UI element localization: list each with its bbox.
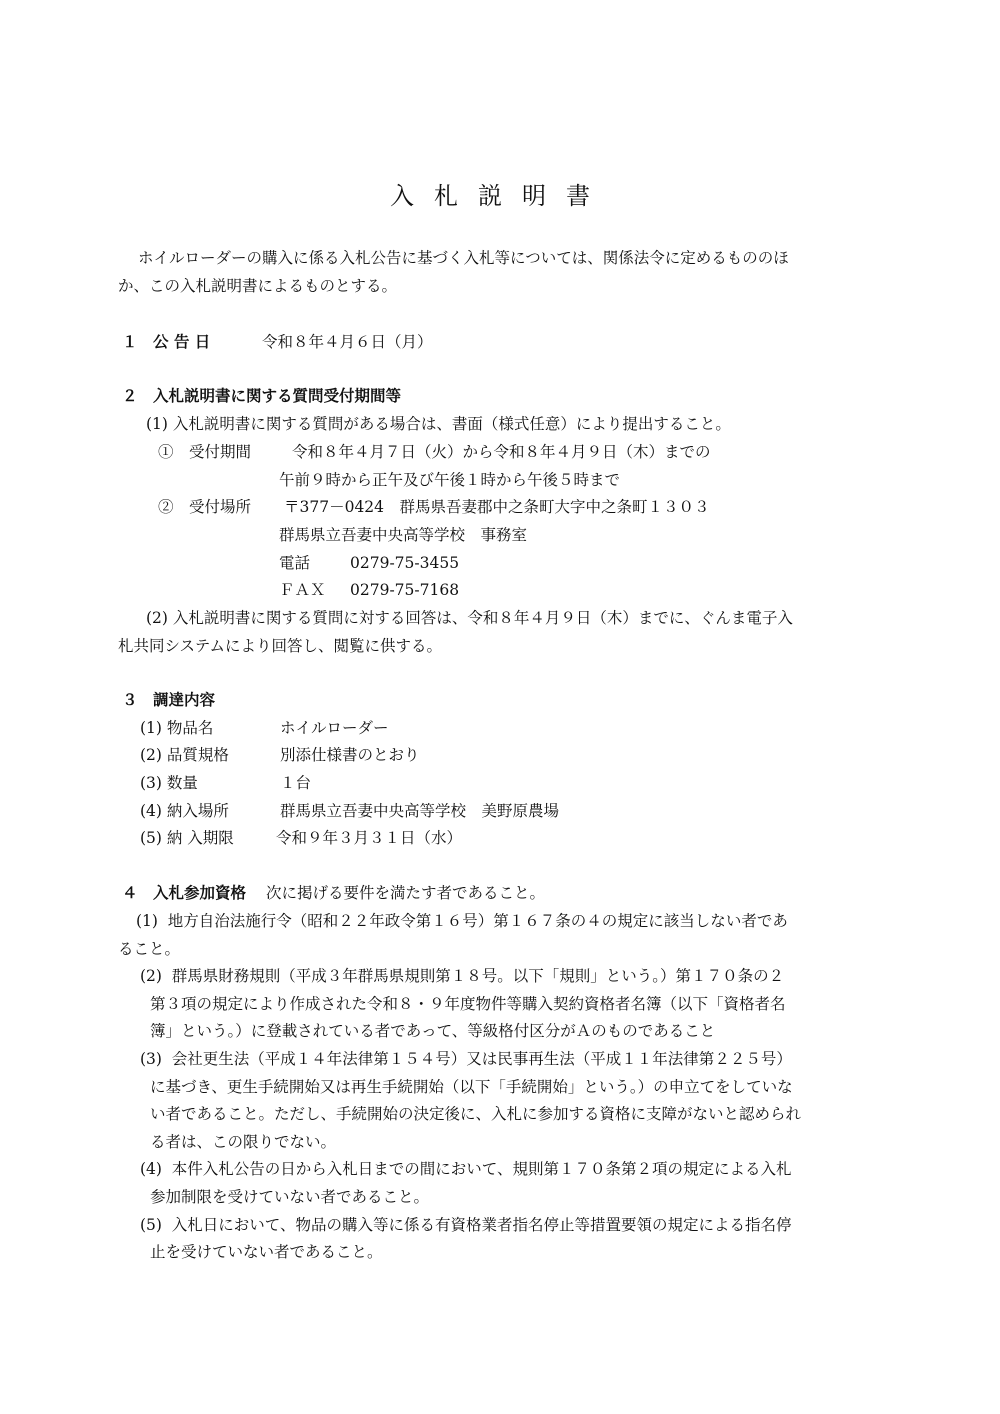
qualification-4-line-2: 参加制限を受けていない者であること。 [150,1188,430,1206]
section-2-p1: (1) 入札説明書に関する質問がある場合は、書面（様式任意）により提出すること。 [146,415,731,433]
place-line-2: 群馬県立吾妻中央高等学校 事務室 [279,526,528,544]
item-value-2: 別添仕様書のとおり [280,746,420,764]
fax-label: ＦＡＸ [279,581,326,599]
section-2-p2-line-1: (2) 入札説明書に関する質問に対する回答は、令和８年４月９日（木）までに、ぐんま電子入 [146,609,793,627]
qualification-3-line-2: に基づき、更生手続開始又は再生手続開始（以下「手続開始」という。）の申立てをしていな [150,1078,793,1096]
qualification-2-line-1: (2) 群馬県財務規則（平成３年群馬県規則第１８号。以下「規則」という。）第１７０条の２ [140,967,785,985]
section-2-heading: ２ 入札説明書に関する質問受付期間等 [122,386,402,405]
qualification-1-line-1: (1) 地方自治法施行令（昭和２２年政令第１６号）第１６７条の４の規定に該当しない者であ [136,912,788,930]
qualification-2-line-2: 第３項の規定により作成された令和８・９年度物件等購入契約資格者名簿（以下「資格者名 [150,995,786,1013]
section-4-heading-tail: 次に掲げる要件を満たす者であること。 [266,884,546,902]
item-value-1: ホイルローダー [280,719,389,737]
section-2-p2-line-2: 札共同システムにより回答し、閲覧に供する。 [118,637,442,655]
fax-number: 0279-75-7168 [350,581,460,599]
qualification-5-line-2: 止を受けていない者であること。 [150,1243,383,1261]
intro-line-1: ホイルローダーの購入に係る入札公告に基づく入札等については、関係法令に定めるもののほ [138,249,789,267]
qualification-3-line-4: る者は、この限りでない。 [150,1133,337,1151]
period-line-1: 令和８年４月７日（火）から令和８年４月９日（木）までの [292,443,711,461]
qualification-3-line-3: い者であること。ただし、手続開始の決定後に、入札に参加する資格に支障がないと認められ [150,1105,802,1123]
qualification-3-line-1: (3) 会社更生法（平成１４年法律第１５４号）又は民事再生法（平成１１年法律第２２５号） [140,1050,792,1068]
qualification-1-line-2: ること。 [118,940,181,958]
announcement-date: 令和８年４月６日（月） [262,333,433,351]
place-line-1: 〒377－0424 群馬県吾妻郡中之条町大字中之条町１３０３ [284,498,710,516]
intro-line-2: か、この入札説明書によるものとする。 [118,277,398,295]
qualification-4-line-1: (4) 本件入札公告の日から入札日までの間において、規則第１７０条第２項の規定による入札 [140,1160,792,1178]
item-label-5: (5) 納 入期限 [140,829,234,847]
period-label: ① 受付期間 [158,443,252,461]
item-label-3: (3) 数量 [140,774,198,792]
item-value-4: 群馬県立吾妻中央高等学校 美野原農場 [280,802,560,820]
item-label-2: (2) 品質規格 [140,746,229,764]
tel-number: 0279-75-3455 [350,554,460,572]
place-label: ② 受付場所 [158,498,252,516]
document-title: 入札説明書 [390,182,610,210]
item-label-1: (1) 物品名 [140,719,214,737]
tel-label: 電話 [279,554,311,572]
qualification-2-line-3: 簿」という。）に登載されている者であって、等級格付区分がＡのものであること [150,1022,716,1040]
section-3-heading: ３ 調達内容 [122,690,216,709]
item-label-4: (4) 納入場所 [140,802,229,820]
item-value-5: 令和９年３月３１日（水） [276,829,463,847]
period-line-2: 午前９時から正午及び午後１時から午後５時まで [279,471,621,489]
qualification-5-line-1: (5) 入札日において、物品の購入等に係る有資格業者指名停止等措置要領の規定による指名停 [140,1216,792,1234]
section-1-heading: １ 公 告 日 [122,332,211,351]
item-value-3: １台 [280,774,312,792]
section-4-heading: ４ 入札参加資格 [122,883,247,902]
